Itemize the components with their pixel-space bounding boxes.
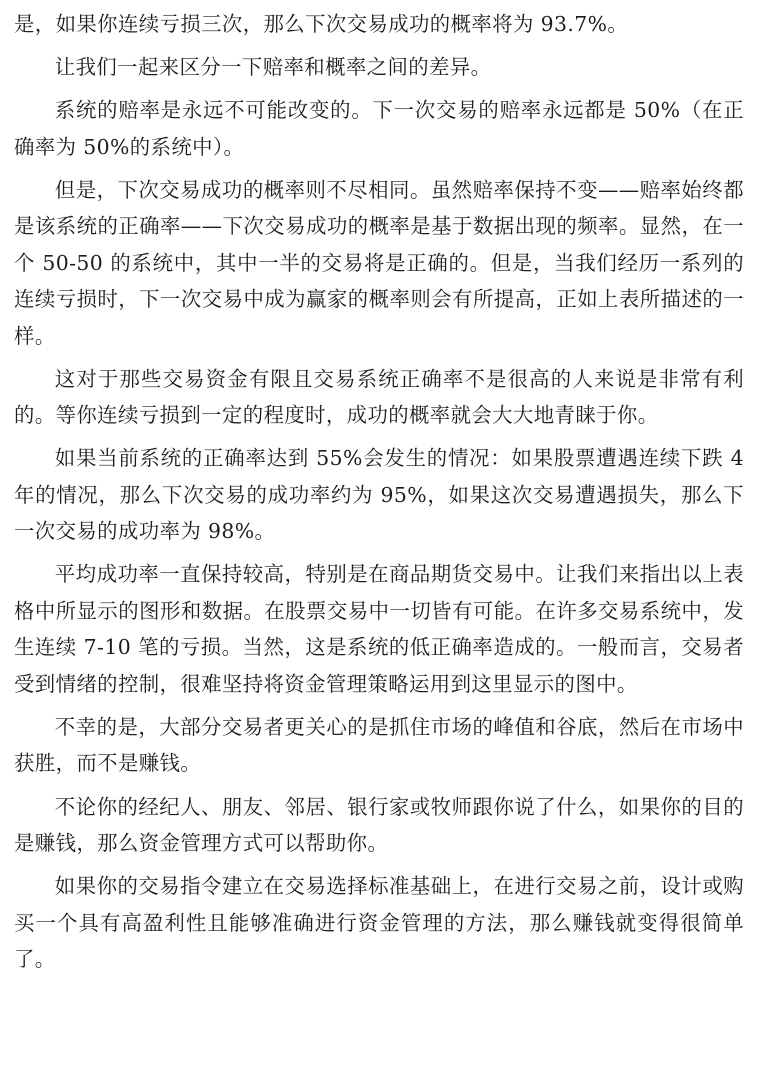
paragraph-continued: 是，如果你连续亏损三次，那么下次交易成功的概率将为 93.7%。: [14, 12, 629, 36]
paragraph: 这对于那些交易资金有限且交易系统正确率不是很高的人来说是非常有利的。等你连续亏损到一定的程度时，成功的概率就会大大地青睐于你。: [14, 366, 744, 428]
paragraph: 不幸的是，大部分交易者更关心的是抓住市场的峰值和谷底，然后在市场中获胜，而不是赚钱。: [14, 714, 744, 776]
paragraph: 平均成功率一直保持较高，特别是在商品期货交易中。让我们来指出以上表格中所显示的图形和数据。在股票交易中一切皆有可能。在许多交易系统中，发生连续 7-10 笔的亏损。当然，这是系统的低正确率造成的。一般而言，交易者受到情绪的控制，很难坚持将资金管理策略运用到这里显示的图中。: [14, 562, 744, 696]
paragraph: 但是，下次交易成功的概率则不尽相同。虽然赔率保持不变——赔率始终都是该系统的正确率——下次交易成功的概率是基于数据出现的频率。显然，在一个 50-50 的系统中，其中一半的交易将是正确的。但是，当我们经历一系列的连续亏损时，下一次交易中成为赢家的概率则会有所提高，正如上表所描述的一样。: [14, 178, 744, 348]
paragraph: 不论你的经纪人、朋友、邻居、银行家或牧师跟你说了什么，如果你的目的是赚钱，那么资金管理方式可以帮助你。: [14, 794, 744, 855]
paragraph: 如果你的交易指令建立在交易选择标准基础上，在进行交易之前，设计或购买一个具有高盈利性且能够准确进行资金管理的方法，那么赚钱就变得很简单了。: [14, 874, 744, 971]
paragraph: 让我们一起来区分一下赔率和概率之间的差异。: [54, 55, 492, 80]
paragraph: 系统的赔率是永远不可能改变的。下一次交易的赔率永远都是 50%（在正确率为 50%的系统中）。: [14, 98, 744, 159]
paragraph: 如果当前系统的正确率达到 55%会发生的情况：如果股票遭遇连续下跌 4 年的情况，那么下次交易的成功率约为 95%，如果这次交易遭遇损失，那么下一次交易的成功率为 98%。: [14, 446, 744, 544]
